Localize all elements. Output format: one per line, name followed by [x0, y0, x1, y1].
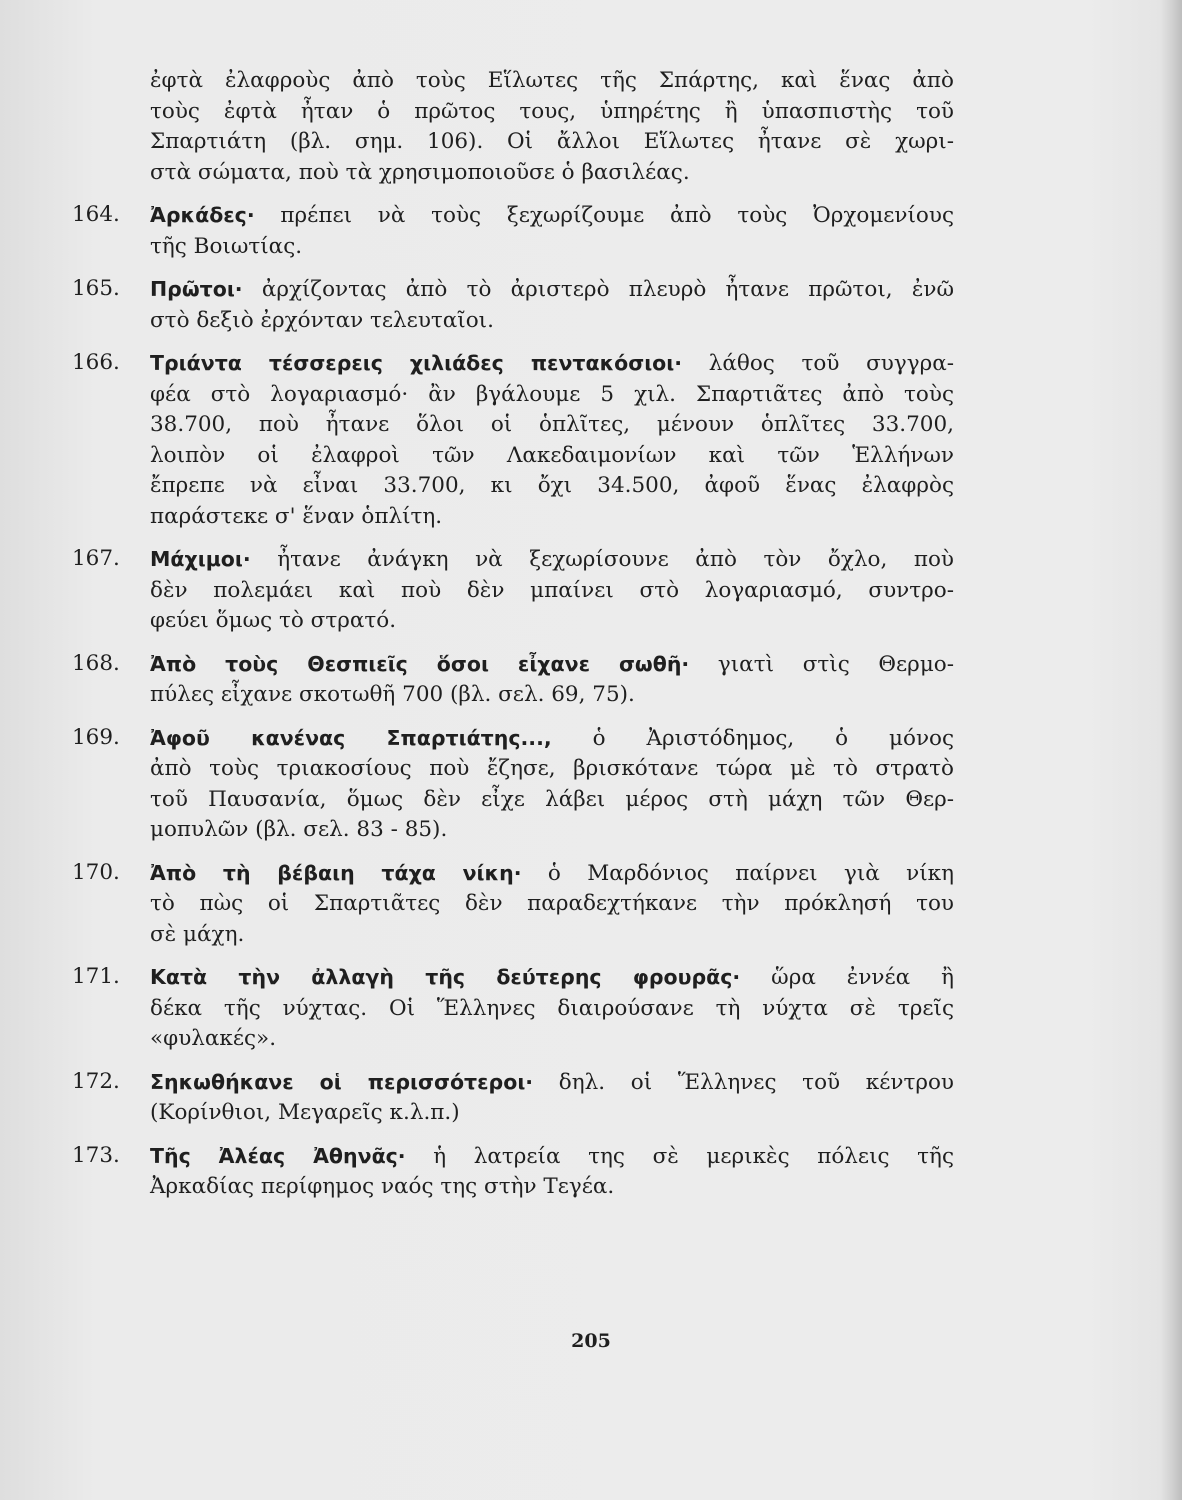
- text-line: Ἀρκαδίας περίφημος ναός της στὴν Τεγέα.: [150, 1174, 615, 1199]
- note-heading: Τῆς Ἀλέας Ἀθηνᾶς·: [150, 1143, 406, 1168]
- note-number: 173.: [72, 1142, 120, 1168]
- note-169: [72, 723, 955, 846]
- note-text: ἀρχίζοντας ἀπὸ τὸ ἀριστερὸ πλευρὸ ἦτανε πρῶτοι, ἐνῶ: [261, 277, 954, 302]
- text-line: φέα στὸ λογαριασμό· ἂν βγάλουμε 5 χιλ. Σπαρτιᾶτες ἀπὸ τοὺς: [150, 381, 954, 407]
- note-number: 172.: [72, 1068, 120, 1094]
- note-number: 170.: [72, 859, 120, 885]
- text-line: τοῦ Παυσανία, ὅμως δὲν εἶχε λάβει μέρος στὴ μάχη τῶν Θερ-: [150, 786, 954, 812]
- note-172: [72, 1067, 954, 1129]
- text-line: στὸ δεξιὸ ἐρχόνταν τελευταῖοι.: [150, 307, 494, 333]
- note-text: γιατὶ στὶς Θερμο-: [717, 651, 955, 677]
- note-heading: Ἀπὸ τοὺς Θεσπιεῖς ὅσοι εἶχανε σωθῆ·: [150, 651, 690, 676]
- note-heading: Ἀπὸ τὴ βέβαιη τάχα νίκη·: [150, 860, 522, 885]
- note-heading: Πρῶτοι·: [150, 277, 243, 301]
- note-number: 167.: [72, 546, 120, 571]
- text-line: λοιπὸν οἱ ἐλαφροὶ τῶν Λακεδαιμονίων καὶ τῶν Ἑλλήνων: [150, 442, 954, 468]
- text-line: μοπυλῶν (βλ. σελ. 83 - 85).: [150, 817, 448, 842]
- text-line: φεύει ὅμως τὸ στρατό.: [150, 608, 397, 633]
- text-line: ἐφτὰ ἐλαφροὺς ἀπὸ τοὺς Εἵλωτες τῆς Σπάρτης, καὶ ἕνας ἀπὸ: [150, 68, 954, 93]
- note-number: 171.: [72, 964, 120, 989]
- note-heading: Κατὰ τὴν ἀλλαγὴ τῆς δεύτερης φρουρᾶς·: [150, 965, 741, 989]
- note-text: ὁ Ἀριστόδημος, ὁ μόνος: [592, 725, 955, 751]
- note-text: πρέπει νὰ τοὺς ξεχωρίζουμε ἀπὸ τοὺς Ὀρχομενίους: [280, 203, 954, 228]
- text-line: πύλες εἶχανε σκοτωθῆ 700 (βλ. σελ. 69, 75).: [150, 682, 635, 707]
- note-heading: Ἀρκάδες·: [150, 203, 255, 227]
- note-text: ὁ Μαρδόνιος παίρνει γιὰ νίκη: [547, 860, 954, 886]
- note-167: [72, 544, 954, 637]
- text-line: Σπαρτιάτη (βλ. σημ. 106). Οἱ ἄλλοι Εἵλωτες ἦτανε σὲ χωρι-: [150, 129, 954, 154]
- text-line: «φυλακές».: [150, 1026, 277, 1051]
- note-heading: Σηκωθήκανε οἱ περισσότεροι·: [150, 1069, 534, 1094]
- note-171: [72, 962, 954, 1055]
- text-line: (Κορίνθιοι, Μεγαρεῖς κ.λ.π.): [150, 1100, 460, 1125]
- text-line: στὰ σώματα, ποὺ τὰ χρησιμοποιοῦσε ὁ βασιλέας.: [150, 159, 690, 185]
- text-line: δέκα τῆς νύχτας. Οἱ Ἕλληνες διαιρούσανε τὴ νύχτα σὲ τρεῖς: [150, 995, 954, 1021]
- text-line: παράστεκε σ' ἕναν ὁπλίτη.: [150, 503, 443, 529]
- text-line: σὲ μάχη.: [150, 921, 245, 947]
- note-text: δηλ. οἱ Ἕλληνες τοῦ κέντρου: [558, 1069, 954, 1095]
- note-number: 169.: [72, 724, 120, 750]
- note-170: [72, 858, 954, 951]
- note-168: [72, 649, 955, 711]
- note-text: ἦτανε ἀνάγκη νὰ ξεχωρίσουνε ἀπὸ τὸν ὄχλο, ποὺ: [277, 547, 954, 572]
- note-number: 168.: [72, 650, 120, 676]
- text-line: ἔπρεπε νὰ εἶναι 33.700, κι ὄχι 34.500, ἀφοῦ ἕνας ἐλαφρὸς: [150, 473, 954, 498]
- note-173: [72, 1141, 954, 1203]
- note-text: ὥρα ἐννέα ἢ: [771, 965, 954, 990]
- note-164: [72, 200, 954, 262]
- note-text: ἡ λατρεία της σὲ μερικὲς πόλεις τῆς: [433, 1143, 954, 1169]
- text-line: τῆς Βοιωτίας.: [150, 233, 303, 259]
- note-heading: Μάχιμοι·: [150, 547, 251, 571]
- commentary-text: [72, 66, 955, 1203]
- note-number: 166.: [72, 350, 120, 375]
- note-heading: Ἀφοῦ κανένας Σπαρτιάτης...,: [150, 725, 552, 750]
- note-heading: Τριάντα τέσσερεις χιλιάδες πεντακόσιοι·: [150, 351, 683, 375]
- text-line: τοὺς ἐφτὰ ἦταν ὁ πρῶτος τους, ὑπηρέτης ἢ ὑπασπιστὴς τοῦ: [150, 98, 954, 124]
- page-number: 205: [571, 1330, 611, 1352]
- text-line: 38.700, ποὺ ἦτανε ὅλοι οἱ ὁπλῖτες, μένουν ὁπλῖτες 33.700,: [150, 412, 954, 437]
- note-text: λάθος τοῦ συγγρα-: [708, 351, 954, 376]
- note-166: [72, 348, 954, 532]
- text-line: δὲν πολεμάει καὶ ποὺ δὲν μπαίνει στὸ λογαριασμό, συντρο-: [150, 577, 954, 603]
- note-number: 164.: [72, 202, 120, 227]
- note-number: 165.: [72, 276, 120, 301]
- page-edge-shadow: [1160, 0, 1182, 1500]
- note-165: [72, 274, 954, 336]
- text-line: ἀπὸ τοὺς τριακοσίους ποὺ ἔζησε, βρισκότανε τώρα μὲ τὸ στρατὸ: [150, 756, 954, 781]
- text-line: τὸ πὼς οἱ Σπαρτιᾶτες δὲν παραδεχτήκανε τὴν πρόκλησή του: [150, 891, 954, 916]
- intro-paragraph: [150, 66, 954, 188]
